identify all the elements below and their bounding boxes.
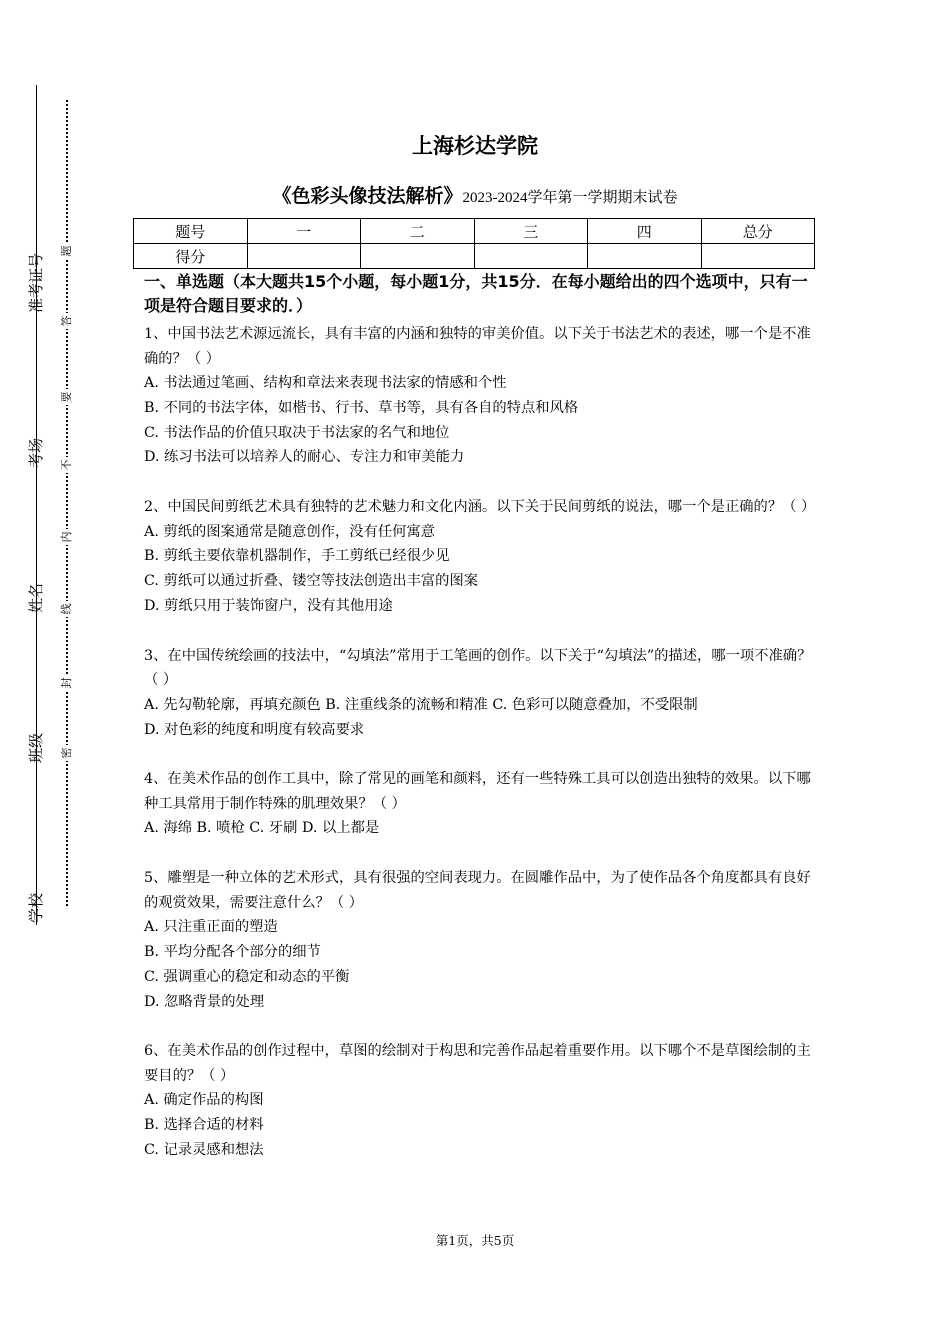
- seal-char: 题: [60, 243, 74, 259]
- seal-char: 封: [60, 675, 74, 691]
- exam-title: [0, 181, 950, 208]
- course-title: 《色彩头像技法解析》: [272, 185, 463, 207]
- school-name: 上海杉达学院: [412, 134, 538, 158]
- score-table-header-row: [134, 219, 815, 244]
- score-table-header: 四: [588, 219, 702, 244]
- option-d: D. 剪纸只用于装饰窗户，没有其他用途: [144, 598, 393, 615]
- question-stem: 5、雕塑是一种立体的艺术形式，具有很强的空间表现力。在圆雕作品中，为了使作品各个角度都具有良好的观赏效果，需要注意什么？（ ）: [144, 870, 811, 911]
- option-a: A. 书法通过笔画、结构和章法来表现书法家的情感和个性: [144, 375, 507, 391]
- seal-char: 内: [60, 529, 74, 545]
- page-footer: 第1页，共5页: [435, 1233, 515, 1248]
- option-d: D. 忽略背景的处理: [144, 993, 265, 1010]
- question-3: [144, 644, 816, 743]
- field-class: 班级: [27, 733, 45, 764]
- question-stem: 2、中国民间剪纸艺术具有独特的艺术魅力和文化内涵。以下关于民间剪纸的说法，哪一个是正确的？（ ）: [144, 499, 816, 516]
- seal-char: 不: [60, 457, 74, 473]
- score-table-header: 一: [247, 219, 361, 244]
- option-b: B. 选择合适的材料: [144, 1117, 264, 1134]
- seal-char: 线: [60, 601, 74, 617]
- score-cell[interactable]: [247, 244, 361, 269]
- field-name: 姓名: [27, 583, 45, 614]
- section-heading: 一、单选题（本大题共15个小题，每小题1分，共15分．在每小题给出的四个选项中，只有一项是符合题目要求的．）: [144, 272, 808, 315]
- question-5: [144, 866, 816, 1014]
- option-d: D. 对色彩的纯度和明度有较高要求: [144, 721, 365, 738]
- field-exam-room: 考场: [27, 438, 45, 469]
- option-b: B. 平均分配各个部分的细节: [144, 944, 321, 961]
- seal-char: 密: [60, 745, 74, 761]
- question-1: [144, 322, 816, 470]
- exam-term: 2023-2024学年第一学期期末试卷: [462, 190, 678, 206]
- option-c: C. 强调重心的稳定和动态的平衡: [144, 968, 350, 985]
- question-4: [144, 767, 816, 841]
- score-table-header: 三: [474, 219, 588, 244]
- option-a: A. 确定作品的构图: [144, 1092, 264, 1109]
- options-abc: A. 先勾勒轮廓，再填充颜色 B. 注重线条的流畅和精准 C. 色彩可以随意叠加，不受限制: [144, 696, 698, 713]
- score-cell[interactable]: [588, 244, 702, 269]
- score-table: [133, 218, 815, 269]
- seal-char: 答: [60, 313, 74, 329]
- binding-solid-line: [36, 85, 37, 925]
- option-b: B. 剪纸主要依靠机器制作，手工剪纸已经很少见: [144, 548, 450, 565]
- question-stem: 6、在美术作品的创作过程中，草图的绘制对于构思和完善作品起着重要作用。以下哪个不是草图绘制的主要目的？（ ）: [144, 1043, 811, 1084]
- score-cell[interactable]: [474, 244, 588, 269]
- option-c: C. 记录灵感和想法: [144, 1142, 264, 1159]
- option-d: D. 练习书法可以培养人的耐心、专注力和审美能力: [144, 449, 465, 466]
- score-row-label: 得分: [134, 244, 248, 269]
- question-stem: 3、在中国传统绘画的技法中，“勾填法”常用于工笔画的创作。以下关于“勾填法”的描述，哪一项不准确？（ ）: [144, 647, 812, 689]
- seal-char: 要: [60, 389, 74, 405]
- option-a: A. 只注重正面的塑造: [144, 919, 278, 936]
- field-school: 学校: [27, 893, 45, 924]
- question-stem: 1、中国书法艺术源远流长，具有丰富的内涵和独特的审美价值。以下关于书法艺术的表述，哪一个是不准确的？（ ）: [144, 326, 811, 367]
- option-c: C. 书法作品的价值只取决于书法家的名气和地位: [144, 424, 450, 441]
- question-6: [144, 1039, 816, 1162]
- field-exam-number: 准考证号: [27, 252, 45, 313]
- exam-content: [144, 270, 816, 1188]
- option-a: A. 剪纸的图案通常是随意创作，没有任何寓意: [144, 523, 436, 540]
- score-table-score-row: [134, 244, 815, 269]
- score-cell[interactable]: [701, 244, 815, 269]
- binding-dotted-line: [66, 100, 68, 906]
- score-cell[interactable]: [361, 244, 475, 269]
- option-b: B. 不同的书法字体，如楷书、行书、草书等，具有各自的特点和风格: [144, 399, 579, 416]
- question-2: [144, 495, 816, 619]
- option-c: C. 剪纸可以通过折叠、镂空等技法创造出丰富的图案: [144, 573, 479, 590]
- options-abcd: A. 海绵 B. 喷枪 C. 牙刷 D. 以上都是: [144, 820, 380, 837]
- score-table-header: 二: [361, 219, 475, 244]
- score-table-header: 题号: [134, 219, 248, 244]
- score-table-header: 总分: [701, 219, 815, 244]
- question-stem: 4、在美术作品的创作工具中，除了常见的画笔和颜料，还有一些特殊工具可以创造出独特的效果。以下哪种工具常用于制作特殊的肌理效果？（ ）: [144, 771, 811, 812]
